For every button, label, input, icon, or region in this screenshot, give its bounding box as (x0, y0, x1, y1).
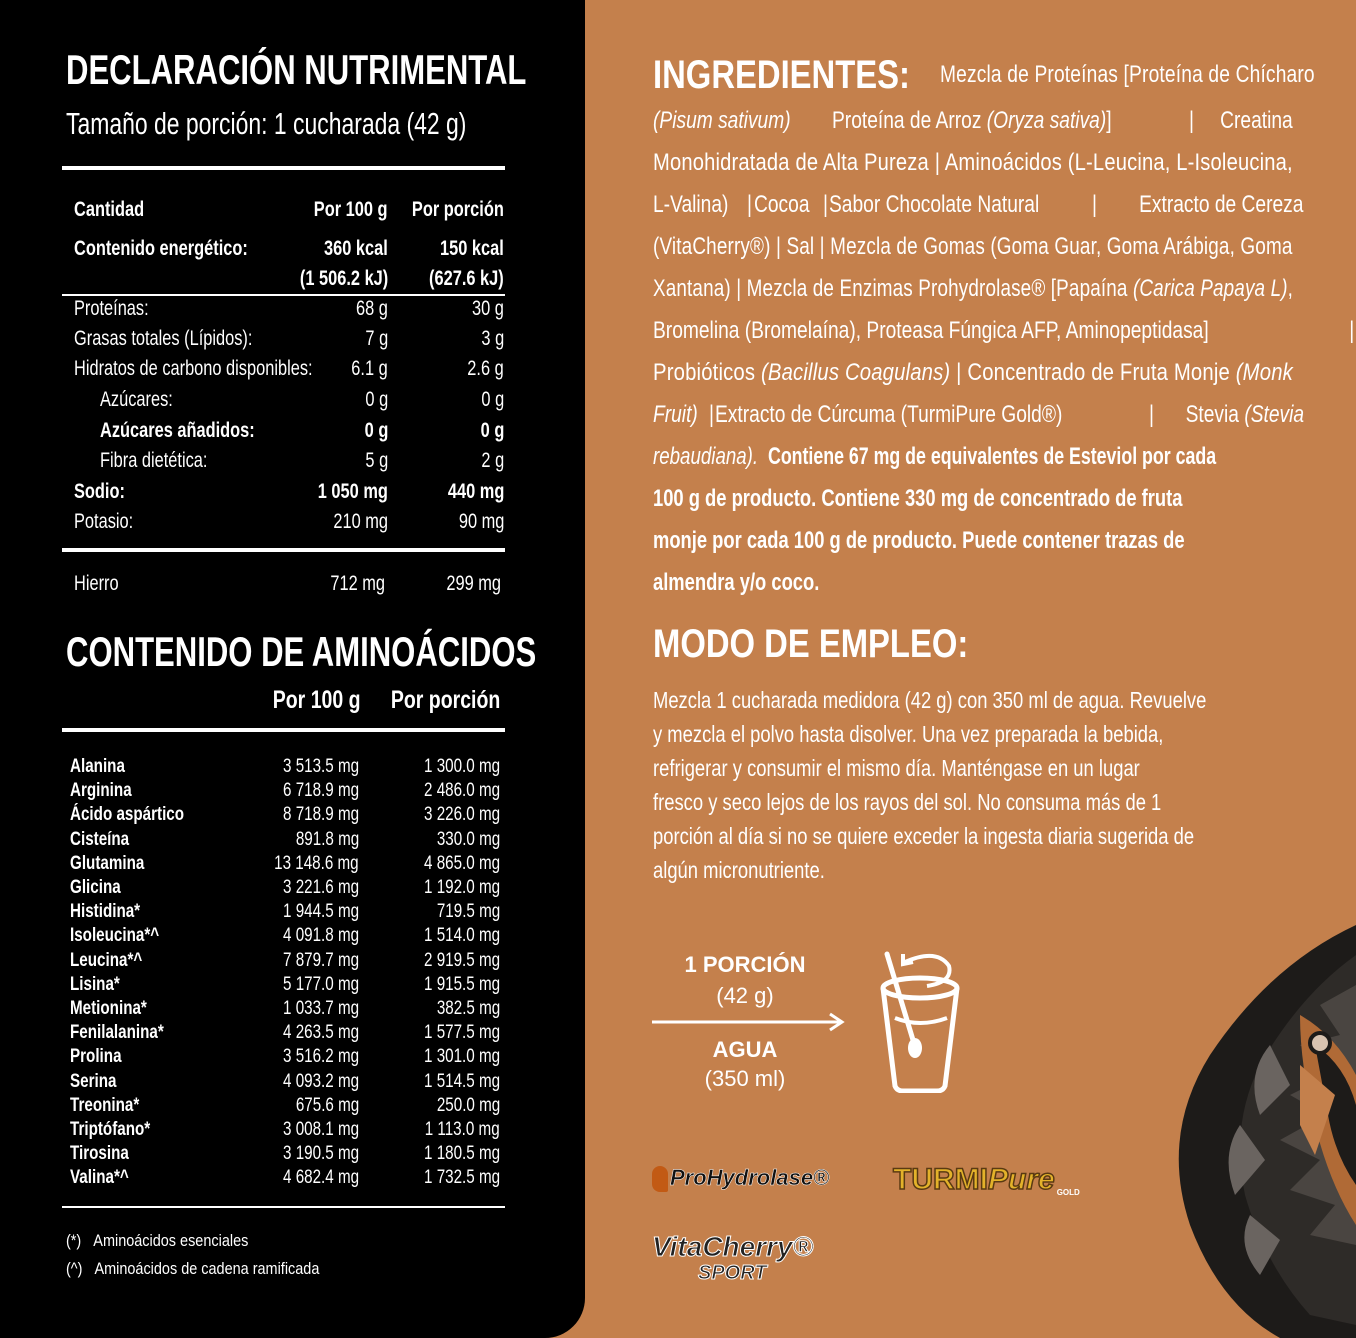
ingredients-bold-text: 100 g de producto. Contiene 330 mg de concentrado de fruta (653, 485, 1183, 512)
amino-row (70, 804, 500, 828)
turmipure-text-b: Pure (987, 1163, 1055, 1196)
ingredients-text: Extracto de Cúrcuma (TurmiPure Gold®) (715, 401, 1063, 428)
divider (62, 548, 505, 552)
nutrient-col2: 2.6 g (467, 357, 504, 380)
vitacherry-text-b: SPORT (698, 1262, 767, 1284)
nutrient-row (74, 449, 504, 477)
nutrient-col2: 0 g (481, 388, 504, 411)
ingredients-text: | (1091, 191, 1097, 218)
amino-col2: 1 301.0 mg (423, 1046, 500, 1068)
ingredients-text: (VitaCherry®) | Sal | Mezcla de Gomas (Goma Guar, Goma Arábiga, Goma (653, 233, 1293, 260)
amino-row (70, 829, 500, 853)
iron-row (74, 572, 504, 600)
ingredients-line (653, 226, 1293, 268)
usage-text: y mezcla el polvo hasta disolver. Una vez preparada la bebida, (653, 721, 1164, 747)
amino-col1: 3 513.5 mg (282, 756, 359, 777)
amino-row (70, 780, 500, 804)
energy-col1: 360 kcal (324, 237, 388, 260)
amino-label: Glutamina (70, 852, 145, 874)
ingredients-line (653, 394, 1304, 436)
energy-col2: 150 kcal (440, 237, 504, 260)
ingredients-text: Fruit) (653, 401, 698, 428)
amino-col1: 4 682.4 mg (282, 1167, 359, 1189)
amino-col1: 3 008.1 mg (282, 1119, 359, 1140)
amino-label: Valina*^ (70, 1167, 129, 1189)
ingredients-line (653, 352, 1293, 394)
nutrition-header-row (74, 198, 504, 226)
nutrient-col2: 30 g (472, 297, 504, 320)
turmipure-logo (893, 1163, 1080, 1197)
amino-col2: 1 732.5 mg (423, 1167, 500, 1189)
amino-col1: 3 221.6 mg (282, 877, 359, 898)
amino-col1: 7 879.7 mg (282, 949, 359, 971)
amino-row (70, 1046, 500, 1070)
amino-label: Arginina (70, 780, 132, 802)
ingredients-text: Probióticos (Bacillus Coagulans) | Concentrado de Fruta Monje (Monk (653, 359, 1293, 386)
usage-line (653, 717, 1293, 751)
amino-col2: 1 514.5 mg (423, 1070, 500, 1092)
vitacherry-text-a: VitaCherry® (652, 1231, 814, 1262)
footnote-mark: (^) (66, 1259, 83, 1278)
amino-col2: 330.0 mg (436, 828, 500, 850)
nutrient-col1: 0 g (364, 419, 388, 442)
amino-label: Ácido aspártico (70, 804, 185, 826)
ingredients-title: INGREDIENTES: (653, 53, 910, 97)
amino-label: Lisina* (70, 973, 120, 995)
ingredients-text: Mezcla de Proteínas [Proteína de Chícharo (940, 61, 1316, 88)
amino-col2: 1 192.0 mg (423, 877, 500, 898)
amino-title: CONTENIDO DE AMINOÁCIDOS (66, 628, 537, 675)
amino-label: Tirosina (70, 1143, 129, 1165)
amino-col2: 382.5 mg (436, 998, 500, 1019)
ingredients-line (653, 142, 1293, 184)
nutrient-col1: 0 g (365, 388, 388, 411)
glass-icon (875, 948, 965, 1093)
ingredients-text: Extracto de Cereza (1139, 191, 1304, 218)
water-label: AGUA (712, 1037, 778, 1062)
amino-row (70, 1143, 500, 1167)
usage-line (653, 785, 1293, 819)
ingredients-text: Cocoa (753, 191, 809, 218)
ingredients-line (653, 50, 1316, 100)
ingredients-text: | (1348, 317, 1354, 344)
nutrition-title: DECLARACIÓN NUTRIMENTAL (66, 46, 527, 93)
nutrient-col1: 1 050 mg (317, 480, 388, 503)
amino-col1: 4 091.8 mg (282, 925, 359, 947)
energy-kj-row (74, 267, 504, 295)
ingredients-line (653, 310, 1354, 352)
header-col2: Por porción (412, 198, 504, 221)
usage-text: fresco y seco lejos de los rayos del sol. No consuma más de 1 (653, 789, 1162, 815)
footnote-branched (66, 1259, 319, 1279)
usage-line (653, 819, 1293, 853)
ingredients-block (653, 50, 1354, 604)
energy-row (74, 237, 504, 265)
usage-text: Mezcla 1 cucharada medidora (42 g) con 350 ml de agua. Revuelve (653, 687, 1207, 713)
ingredients-bold-text: almendra y/o coco. (653, 569, 820, 596)
amino-row (70, 1095, 500, 1119)
usage-line (653, 683, 1293, 717)
amino-col1: 8 718.9 mg (282, 804, 359, 826)
ingredients-text: | (709, 401, 714, 428)
ingredients-text: | (822, 191, 828, 218)
ingredients-text: Bromelina (Bromelaína), Proteasa Fúngica AFP, Aminopeptidasa] (653, 317, 1209, 344)
turmipure-text-a: TURMI (893, 1163, 988, 1196)
amino-col1: 13 148.6 mg (274, 852, 359, 874)
eagle-artwork (1150, 925, 1356, 1338)
ingredients-text: Sabor Chocolate Natural (829, 191, 1040, 218)
portion-label: 1 PORCIÓN (684, 952, 806, 977)
vitacherry-logo (652, 1231, 814, 1286)
water-qty: (350 ml) (704, 1066, 786, 1091)
amino-label: Glicina (70, 877, 121, 898)
ingredients-text: | (1188, 107, 1194, 134)
portion-qty: (42 g) (716, 983, 774, 1008)
iron-col2: 299 mg (446, 572, 501, 595)
amino-col2: 1 915.5 mg (423, 973, 500, 995)
amino-col2: 1 514.0 mg (423, 925, 500, 947)
arrow-icon (652, 1010, 852, 1034)
nutrient-col1: 6.1 g (351, 357, 388, 380)
usage-title: MODO DE EMPLEO: (653, 622, 969, 666)
amino-col2: 1 577.5 mg (423, 1022, 500, 1044)
nutrient-row (74, 297, 504, 325)
nutrient-col1: 5 g (365, 449, 388, 472)
nutrient-row (74, 419, 504, 447)
ingredients-line (653, 520, 1293, 562)
amino-col1: 1 033.7 mg (282, 998, 359, 1019)
ingredients-text: Stevia (Stevia (1185, 401, 1304, 428)
amino-col2: 719.5 mg (436, 901, 500, 923)
ingredients-text: L-Valina) (653, 191, 729, 218)
nutrient-row (74, 357, 504, 385)
amino-row (70, 1119, 500, 1143)
amino-col2: 1 300.0 mg (423, 756, 500, 777)
nutrient-row (74, 480, 504, 508)
amino-col1-header: Por 100 g (273, 686, 361, 714)
amino-col2: 2 486.0 mg (423, 780, 500, 802)
footnote-text: Aminoácidos de cadena ramificada (94, 1259, 320, 1278)
ingredients-line (653, 184, 1304, 226)
ingredients-line (653, 100, 1293, 142)
nutrient-label: Fibra dietética: (100, 449, 208, 472)
nutrient-col2: 90 mg (458, 510, 504, 533)
amino-col1: 4 093.2 mg (282, 1070, 359, 1092)
ingredients-line (653, 478, 1293, 520)
amino-label: Treonina* (70, 1094, 140, 1116)
amino-col2-header: Por porción (390, 686, 500, 714)
nutrient-col2: 2 g (481, 449, 504, 472)
usage-text: algún micronutriente. (653, 857, 825, 883)
footnote-essential (66, 1231, 248, 1251)
nutrient-row (74, 388, 504, 416)
ingredients-text: | (747, 191, 753, 218)
footnote-mark: (*) (66, 1231, 82, 1250)
nutrient-col1: 68 g (356, 297, 388, 320)
amino-col2: 4 865.0 mg (423, 852, 500, 874)
amino-row (70, 877, 500, 901)
amino-col2: 3 226.0 mg (423, 804, 500, 826)
amino-row (70, 950, 500, 974)
amino-col1: 891.8 mg (295, 828, 359, 850)
prohydrolase-text: ProHydrolase® (670, 1165, 830, 1190)
nutrient-col1: 210 mg (333, 510, 388, 533)
ingredients-text: Xantana) | Mezcla de Enzimas Prohydrolase® [Papaína (Carica Papaya L), (653, 275, 1294, 302)
ingredients-bold-text: Contiene 67 mg de equivalentes de Esteviol por cada (767, 443, 1216, 470)
nutrient-col2: 440 mg (447, 480, 504, 503)
amino-label: Alanina (70, 756, 125, 777)
serving-size: Tamaño de porción: 1 cucharada (42 g) (66, 106, 467, 141)
amino-col1: 675.6 mg (295, 1094, 359, 1116)
amino-label: Triptófano* (70, 1119, 151, 1140)
amino-label: Prolina (70, 1046, 122, 1068)
nutrient-col1: 7 g (365, 327, 388, 350)
amino-col1: 5 177.0 mg (282, 973, 359, 995)
nutrient-label: Azúcares añadidos: (100, 419, 255, 442)
divider (62, 1206, 505, 1208)
iron-label: Hierro (74, 572, 119, 595)
amino-col1: 4 263.5 mg (282, 1022, 359, 1044)
divider (62, 728, 505, 732)
iron-col1: 712 mg (330, 572, 385, 595)
energy-label: Contenido energético: (74, 237, 248, 260)
nutrient-label: Grasas totales (Lípidos): (74, 327, 253, 350)
energy-kj-col1: (1 506.2 kJ) (299, 267, 388, 290)
amino-col1: 6 718.9 mg (282, 780, 359, 802)
nutrient-row (74, 327, 504, 355)
divider (62, 166, 505, 170)
nutrient-row (74, 510, 504, 538)
footnote-text: Aminoácidos esenciales (93, 1231, 249, 1250)
amino-row (70, 853, 500, 877)
header-label: Cantidad (74, 198, 145, 221)
prohydrolase-logo (652, 1165, 829, 1192)
usage-line (653, 751, 1293, 785)
energy-kj-col2: (627.6 kJ) (429, 267, 504, 290)
usage-text: porción al día si no se quiere exceder la ingesta diaria sugerida de (653, 823, 1195, 849)
usage-text: refrigerar y consumir el mismo día. Manténgase en un lugar (653, 755, 1140, 781)
ingredients-bold-text: monje por cada 100 g de producto. Puede contener trazas de (653, 527, 1185, 554)
amino-row (70, 1022, 500, 1046)
amino-label: Metionina* (70, 998, 147, 1019)
amino-col2: 250.0 mg (436, 1094, 500, 1116)
ingredients-line (653, 562, 1293, 604)
amino-label: Leucina*^ (70, 949, 143, 971)
nutrient-col2: 3 g (481, 327, 504, 350)
amino-col2: 1 113.0 mg (425, 1119, 500, 1140)
amino-col2: 1 180.5 mg (423, 1143, 500, 1165)
nutrient-label: Potasio: (74, 510, 134, 533)
ingredients-line (653, 268, 1293, 310)
amino-row (70, 756, 500, 780)
nutrient-label: Sodio: (74, 480, 125, 503)
usage-block (653, 683, 1293, 887)
ingredients-text: rebaudiana). (653, 443, 759, 470)
amino-row (70, 1167, 500, 1191)
nutrient-col2: 0 g (480, 419, 504, 442)
amino-row (70, 1071, 500, 1095)
amino-col1: 3 516.2 mg (282, 1046, 359, 1068)
amino-row (70, 974, 500, 998)
amino-row (70, 901, 500, 925)
ingredients-text: | (1149, 401, 1155, 428)
amino-col1: 1 944.5 mg (282, 901, 359, 923)
amino-row (70, 998, 500, 1022)
ingredients-line (653, 436, 1293, 478)
ingredients-text: Proteína de Arroz (Oryza sativa)] (832, 107, 1112, 134)
amino-row (70, 925, 500, 949)
amino-col2: 2 919.5 mg (423, 949, 500, 971)
turmipure-text-c: GOLD (1056, 1188, 1080, 1197)
divider (62, 294, 505, 296)
nutrient-label: Proteínas: (74, 297, 149, 320)
usage-line (653, 853, 1293, 887)
amino-label: Histidina* (70, 901, 141, 923)
ingredients-text: Creatina (1220, 107, 1293, 134)
header-col1: Por 100 g (314, 198, 388, 221)
ingredients-text: Monohidratada de Alta Pureza | Aminoácidos (L-Leucina, L-Isoleucina, (653, 149, 1293, 176)
amino-label: Serina (70, 1070, 117, 1092)
amino-label: Fenilalanina* (70, 1022, 164, 1044)
amino-label: Isoleucina*^ (70, 925, 160, 947)
nutrient-label: Azúcares: (100, 388, 173, 411)
ingredients-text: (Pisum sativum) (653, 107, 791, 134)
amino-col1: 3 190.5 mg (282, 1143, 359, 1165)
amino-label: Cisteína (70, 828, 130, 850)
nutrient-label: Hidratos de carbono disponibles: (74, 357, 313, 380)
